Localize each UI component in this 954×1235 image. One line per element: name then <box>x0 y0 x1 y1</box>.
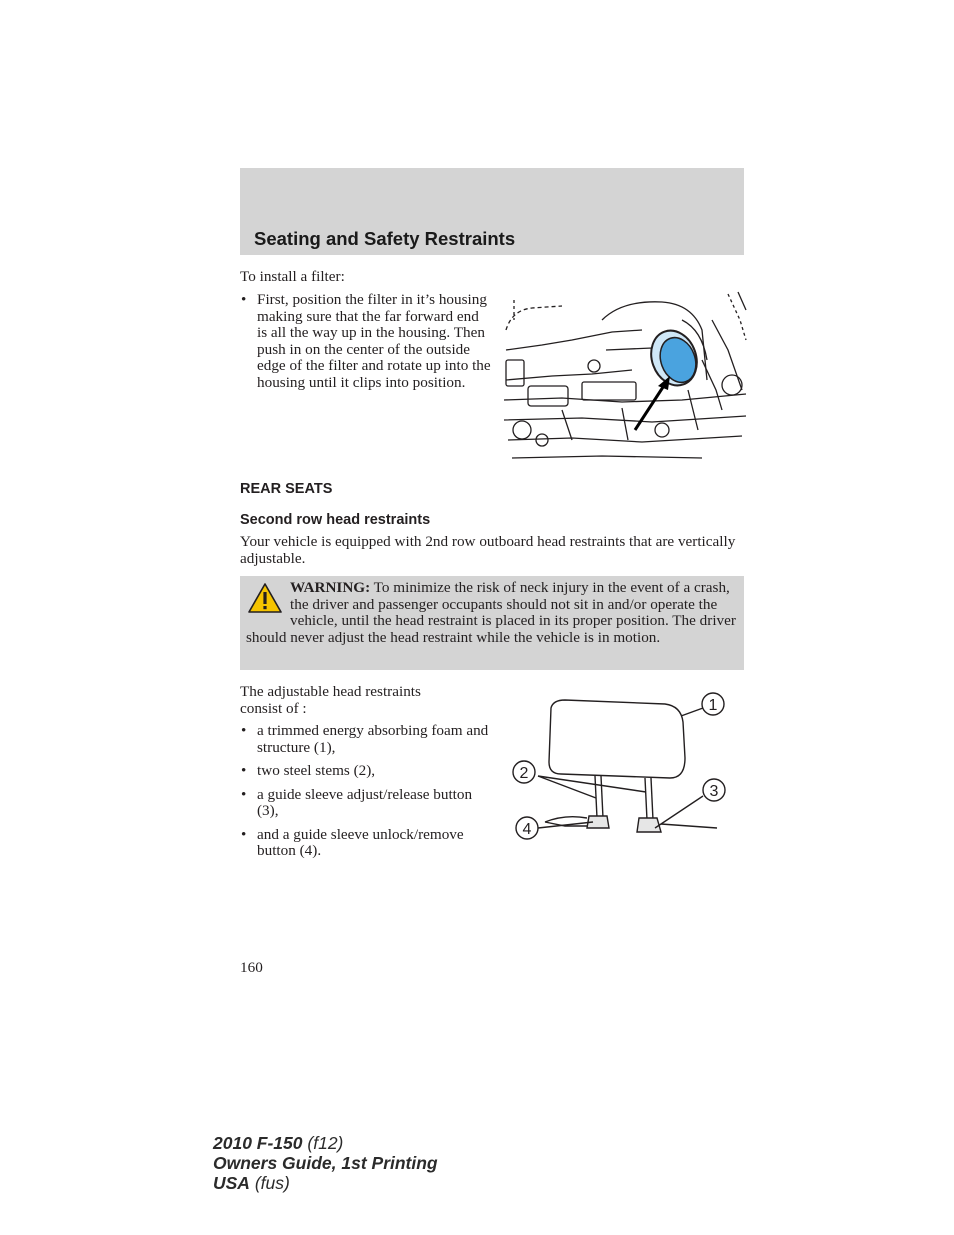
callout-3-label: 3 <box>709 783 719 800</box>
footer-region: USA <box>213 1173 250 1193</box>
filter-steps-list <box>240 292 492 391</box>
components-list <box>240 723 492 860</box>
list-item: • a guide sleeve adjust/release button (3), <box>240 787 492 820</box>
footer-model-code: (f12) <box>307 1133 344 1153</box>
page-number: 160 <box>240 959 263 976</box>
subsection-heading: Second row head restraints <box>240 512 431 528</box>
head-restraint-diagram <box>505 688 745 848</box>
rear-seats-intro: Your vehicle is equipped with 2nd row outboard head restraints that are vertically adjustable. <box>240 533 736 567</box>
list-item: • and a guide sleeve unlock/remove button (4). <box>240 827 492 860</box>
warning-box <box>240 576 744 670</box>
warning-message: To minimize the risk of neck injury in the event of a crash, the driver and passenger occupants should not sit in and/or operate the vehicle, until the head restraint is placed in its proper position. The driver should never adjust the head restraint while the vehicle is in motion. <box>246 579 736 646</box>
list-item: • two steel stems (2), <box>240 763 492 780</box>
section-title: Seating and Safety Restraints <box>254 228 516 249</box>
filter-intro: To install a filter: <box>240 268 345 285</box>
footer-guide: Owners Guide, 1st Printing <box>213 1153 438 1173</box>
document-footer <box>213 1133 438 1193</box>
footer-model: 2010 F-150 <box>213 1133 303 1153</box>
warning-text-block <box>246 580 736 646</box>
callout-1-label: 1 <box>708 697 718 714</box>
list-item: • a trimmed energy absorbing foam and structure (1), <box>240 723 492 756</box>
components-intro: The adjustable head restraints consist of : <box>240 683 421 717</box>
footer-region-code: (fus) <box>254 1173 290 1193</box>
cabin-filter-illustration <box>502 290 748 462</box>
list-item: • First, position the filter in it’s housing making sure that the far forward end is all the way up in the housing. Then push in on the center of the outside edge of the filter and rotate up into the housing until it clips into position. <box>240 292 492 391</box>
section-heading: REAR SEATS <box>240 481 333 497</box>
callout-2-label: 2 <box>519 765 529 782</box>
warning-triangle-icon <box>248 582 282 614</box>
warning-label: WARNING: <box>290 579 371 596</box>
callout-4-label: 4 <box>522 821 532 838</box>
